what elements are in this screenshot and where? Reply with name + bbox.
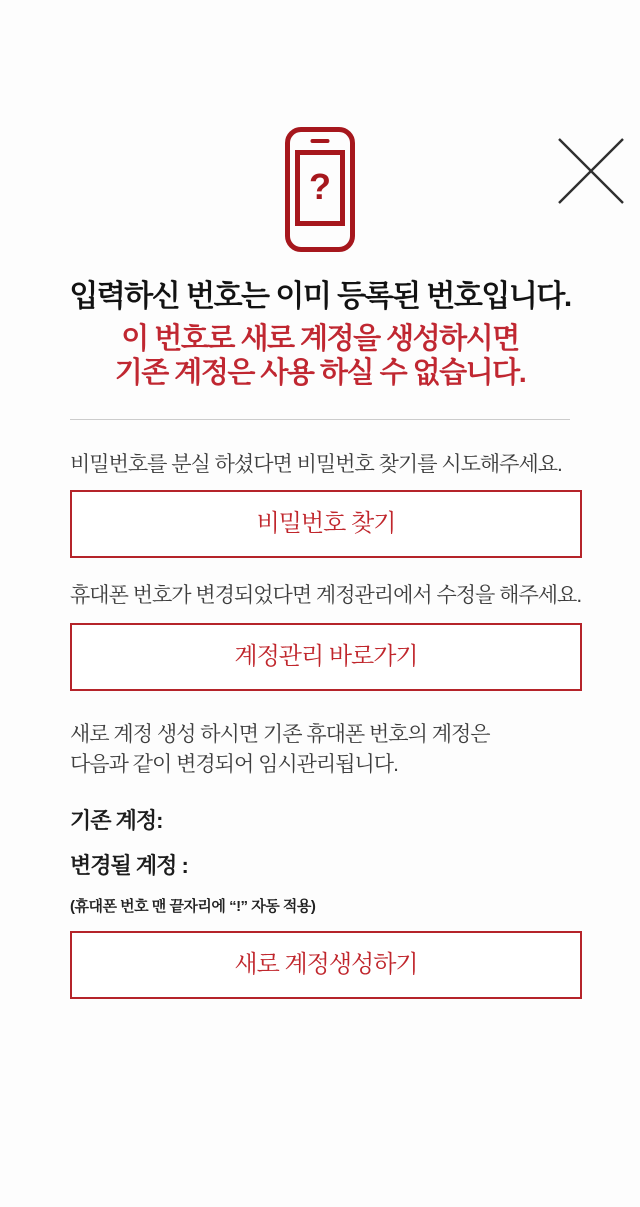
create-new-account-button[interactable]: 새로 계정생성하기 (70, 931, 582, 999)
divider (70, 419, 570, 420)
new-account-description-line-1: 새로 계정 생성 하시면 기존 휴대폰 번호의 계정은 (70, 723, 490, 746)
find-password-description: 비밀번호를 분실 하셨다면 비밀번호 찾기를 시도해주세요. (70, 453, 562, 476)
phone-speaker-bar (311, 139, 330, 143)
dialog-title: 입력하신 번호는 이미 등록된 번호입니다. (69, 280, 571, 313)
warning-line-1: 이 번호로 새로 계정을 생성하시면 (121, 323, 519, 355)
close-icon (558, 137, 624, 205)
phone-question-icon (285, 127, 355, 252)
changed-account-label: 변경될 계정 : (70, 853, 188, 878)
question-mark-glyph: ? (309, 166, 331, 207)
dialog-body (70, 452, 582, 999)
existing-account-label: 기존 계정: (70, 808, 163, 833)
new-account-description (70, 720, 582, 780)
phone-screen (295, 150, 345, 226)
changed-account-row (70, 849, 582, 880)
existing-account-row (70, 804, 582, 835)
account-management-description: 휴대폰 번호가 변경되었다면 계정관리에서 수정을 해주세요. (70, 584, 582, 607)
account-management-button[interactable]: 계정관리 바로가기 (70, 623, 582, 691)
auto-apply-note: (휴대폰 번호 맨 끝자리에 “!” 자동 적용) (70, 898, 316, 915)
close-button[interactable] (558, 137, 624, 205)
warning-message (0, 322, 640, 390)
warning-line-2: 기존 계정은 사용 하실 수 없습니다. (114, 357, 526, 389)
find-password-button[interactable]: 비밀번호 찾기 (70, 490, 582, 558)
new-account-description-line-2: 다음과 같이 변경되어 임시관리됩니다. (70, 753, 398, 776)
